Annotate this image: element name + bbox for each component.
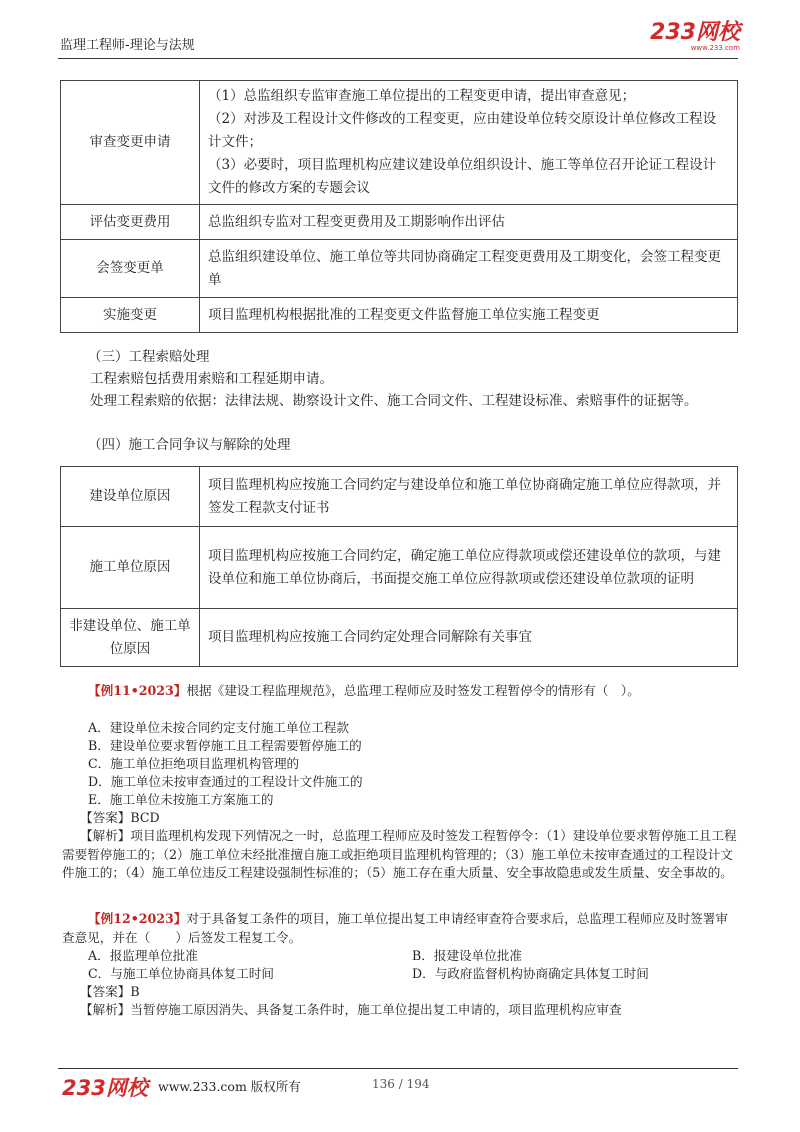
table-row [61, 205, 738, 240]
q11-stem [62, 682, 740, 701]
section3-p2: 处理工程索赔的依据：法律法规、勘察设计文件、施工合同文件、工程建设标准、索赔事件的证据等。 [90, 393, 698, 409]
section3-p1: 工程索赔包括费用索赔和工程延期申请。 [90, 371, 333, 387]
q11-option: D．施工单位未按审查通过的工程设计文件施工的 [88, 774, 363, 789]
q12-stem [62, 910, 740, 947]
analysis-label: 【解析】 [80, 1002, 131, 1017]
row-key: 审查变更申请 [61, 81, 200, 205]
row-value: 项目监理机构应按施工合同约定，确定施工单位应得款项或偿还建设单位的款项，与建设单位和施工单位协商后，书面提交施工单位应得款项或偿还建设单位款项的证明 [200, 527, 738, 609]
q12-analysis [80, 1001, 740, 1020]
q12-option: A．报监理单位批准 [88, 948, 198, 963]
line: （3）必要时，项目监理机构应建议建设单位组织设计、施工等单位召开论证工程设计文件的修改方案的专题会议 [208, 157, 717, 196]
line: （2）对涉及工程设计文件修改的工程变更，应由建设单位转交原设计单位修改工程设计文件； [208, 111, 717, 150]
row-key: 评估变更费用 [61, 205, 200, 240]
table-row [61, 240, 738, 298]
change-process-table [60, 80, 738, 333]
q12-option: B．报建设单位批准 [412, 948, 523, 963]
brand-logo[interactable] [650, 22, 740, 52]
q12-tag: 【例12•2023】 [88, 911, 187, 926]
answer-label: 【答案】 [80, 984, 131, 999]
q11-tag: 【例11•2023】 [88, 683, 187, 698]
answer-value: BCD [130, 810, 160, 825]
dispute-table [60, 466, 738, 667]
q11-option: B．建设单位要求暂停施工且工程需要暂停施工的 [88, 738, 362, 753]
row-key: 施工单位原因 [61, 527, 200, 609]
q12-option: D．与政府监督机构协商确定具体复工时间 [412, 966, 649, 981]
row-key: 非建设单位、施工单位原因 [61, 609, 200, 667]
table-row [61, 609, 738, 667]
footer-copyright: www.233.com 版权所有 [158, 1079, 301, 1094]
header-title: 监理工程师-理论与法规 [60, 38, 195, 53]
q11-option: A．建设单位未按合同约定支付施工单位工程款 [88, 720, 349, 735]
analysis-label: 【解析】 [80, 828, 131, 843]
table-row [61, 298, 738, 333]
row-key: 实施变更 [61, 298, 200, 333]
section4-heading: （四）施工合同争议与解除的处理 [88, 437, 291, 453]
table-row [61, 81, 738, 205]
line: （1）总监组织专监审查施工单位提出的工程变更申请，提出审查意见； [208, 88, 636, 104]
header-rule [58, 58, 738, 59]
q12-option: C．与施工单位协商具体复工时间 [88, 966, 274, 981]
row-value: 总监组织专监对工程变更费用及工期影响作出评估 [200, 205, 738, 240]
footer-rule [58, 1068, 738, 1069]
row-value [200, 81, 738, 205]
q11-stem-text: 根据《建设工程监理规范》，总监理工程师应及时签发工程暂停令的情形有（ ）。 [186, 683, 640, 698]
analysis-text: 项目监理机构发现下列情况之一时，总监理工程师应及时签发工程暂停令：（1）建设单位要求暂停施工且工程需要暂停施工的；（2）施工单位未经批准擅自施工或拒绝项目监理机构管理的；（3）施工单位未按审查通过的工程设计文件施工的；（4）施工单位违反工程建设强制性标准的；（5）施工存在重大质量、安全事故隐患或发生质量、安全事故的。 [62, 828, 737, 880]
q11-option: C．施工单位拒绝项目监理机构管理的 [88, 756, 300, 771]
page-number: 136 / 194 [372, 1077, 430, 1091]
analysis-text: 当暂停施工原因消失、具备复工条件时，施工单位提出复工申请的，项目监理机构应审查 [130, 1002, 622, 1017]
q12-answer [80, 983, 740, 1002]
table-row [61, 467, 738, 527]
q12-stem-text: 对于具备复工条件的项目，施工单位提出复工申请经审查符合要求后，总监理工程师应及时签署审查意见，并在（ ）后签发工程复工令。 [62, 911, 728, 945]
answer-value: B [130, 984, 140, 999]
row-value: 项目监理机构应按施工合同约定处理合同解除有关事宜 [200, 609, 738, 667]
table-row [61, 527, 738, 609]
brand-logo-text: 233网校 [650, 20, 740, 45]
row-value: 项目监理机构根据批准的工程变更文件监督施工单位实施工程变更 [200, 298, 738, 333]
footer-logo[interactable]: 233网校 [62, 1076, 148, 1100]
section3-heading: （三）工程索赔处理 [88, 349, 210, 365]
q11-answer [80, 809, 740, 828]
row-key: 建设单位原因 [61, 467, 200, 527]
row-key: 会签变更单 [61, 240, 200, 298]
q11-option: E．施工单位未按施工方案施工的 [88, 792, 274, 807]
q11-analysis [62, 827, 740, 883]
brand-logo-url: www.233.com [690, 44, 740, 52]
row-value: 总监组织建设单位、施工单位等共同协商确定工程变更费用及工期变化，会签工程变更单 [200, 240, 738, 298]
answer-label: 【答案】 [80, 810, 131, 825]
row-value: 项目监理机构应按施工合同约定与建设单位和施工单位协商确定施工单位应得款项，并签发工程款支付证书 [200, 467, 738, 527]
